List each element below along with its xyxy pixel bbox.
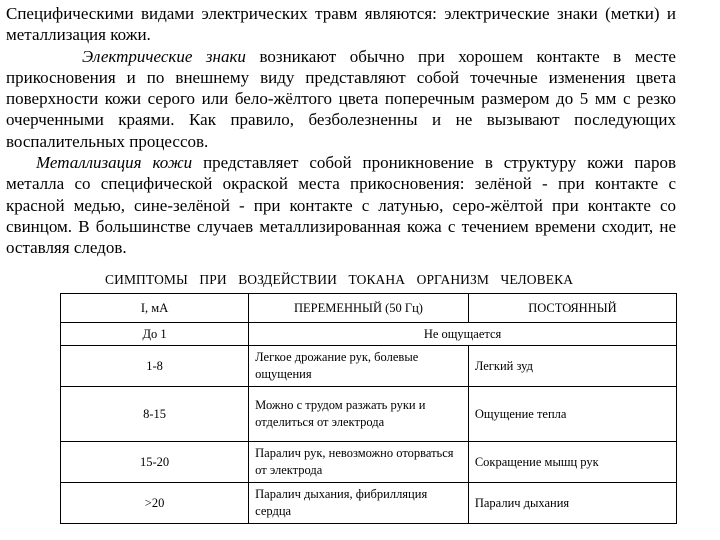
- table-row: [61, 323, 677, 346]
- table-header-row: [61, 294, 677, 323]
- cell-current: До 1: [61, 323, 249, 346]
- term-electric-marks: Электрические знаки: [82, 46, 246, 66]
- cell-dc: Паралич дыхания: [468, 483, 676, 524]
- cell-current: >20: [61, 483, 249, 524]
- cell-merged: Не ощущается: [249, 323, 677, 346]
- document-body: [6, 3, 676, 259]
- paragraph-skin-metallization: [6, 152, 676, 258]
- symptoms-table: [60, 293, 677, 524]
- paragraph-intro: Специфическими видами электрических травм являются: электрические знаки (метки) и металлизация кожи.: [6, 4, 676, 45]
- table-title-word: ТОКАНА: [348, 272, 406, 287]
- cell-dc: Сокращение мышц рук: [468, 442, 676, 483]
- paragraph-electric-marks-text: возникают обычно при хорошем контакте в месте прикосновения и по внешнему виду представляют собой точечные изменения цвета поверхности кожи серого или бело-жёлтого цвета поперечным размером до 5 мм с резко очерченными краями. Как правило, безболезненны и не вызывают последующих воспалительных процессов.: [6, 46, 676, 151]
- table-row: [61, 387, 677, 442]
- table-title-word: ПРИ: [199, 272, 227, 287]
- table-title: [105, 272, 625, 288]
- cell-current: 1-8: [61, 346, 249, 387]
- table-title-word: ОРГАНИЗМ: [416, 272, 490, 287]
- cell-dc: Легкий зуд: [468, 346, 676, 387]
- cell-ac: Можно с трудом разжать руки и отделиться от электрода: [249, 387, 469, 442]
- paragraph-electric-marks: [6, 46, 676, 152]
- cell-current: 15-20: [61, 442, 249, 483]
- header-ac: ПЕРЕМЕННЫЙ (50 Гц): [249, 294, 469, 323]
- cell-ac: Паралич рук, невозможно оторваться от электрода: [249, 442, 469, 483]
- table-row: [61, 346, 677, 387]
- table-row: [61, 483, 677, 524]
- header-current: I, мА: [61, 294, 249, 323]
- term-skin-metallization: Металлизация кожи: [36, 153, 193, 173]
- cell-ac: Паралич дыхания, фибрилляция сердца: [249, 483, 469, 524]
- table-row: [61, 442, 677, 483]
- cell-ac: Легкое дрожание рук, болевые ощущения: [249, 346, 469, 387]
- header-dc: ПОСТОЯННЫЙ: [468, 294, 676, 323]
- cell-dc: Ощущение тепла: [468, 387, 676, 442]
- table-title-word: СИМПТОМЫ: [105, 272, 188, 287]
- table-title-word: ЧЕЛОВЕКА: [500, 272, 574, 287]
- table-title-word: ВОЗДЕЙСТВИИ: [238, 272, 337, 287]
- paragraph-skin-metallization-text: представляет собой проникновение в структуру кожи паров металла со специфической окраской места прикосновения: зелёной - при контакте с красной медью, сине-зелёной - при контакте с латунью, серо-жёлтой при контакте со свинцом. В большинстве случаев металлизированная кожа с течением времени сходит, не оставляя следов.: [6, 153, 676, 258]
- cell-current: 8-15: [61, 387, 249, 442]
